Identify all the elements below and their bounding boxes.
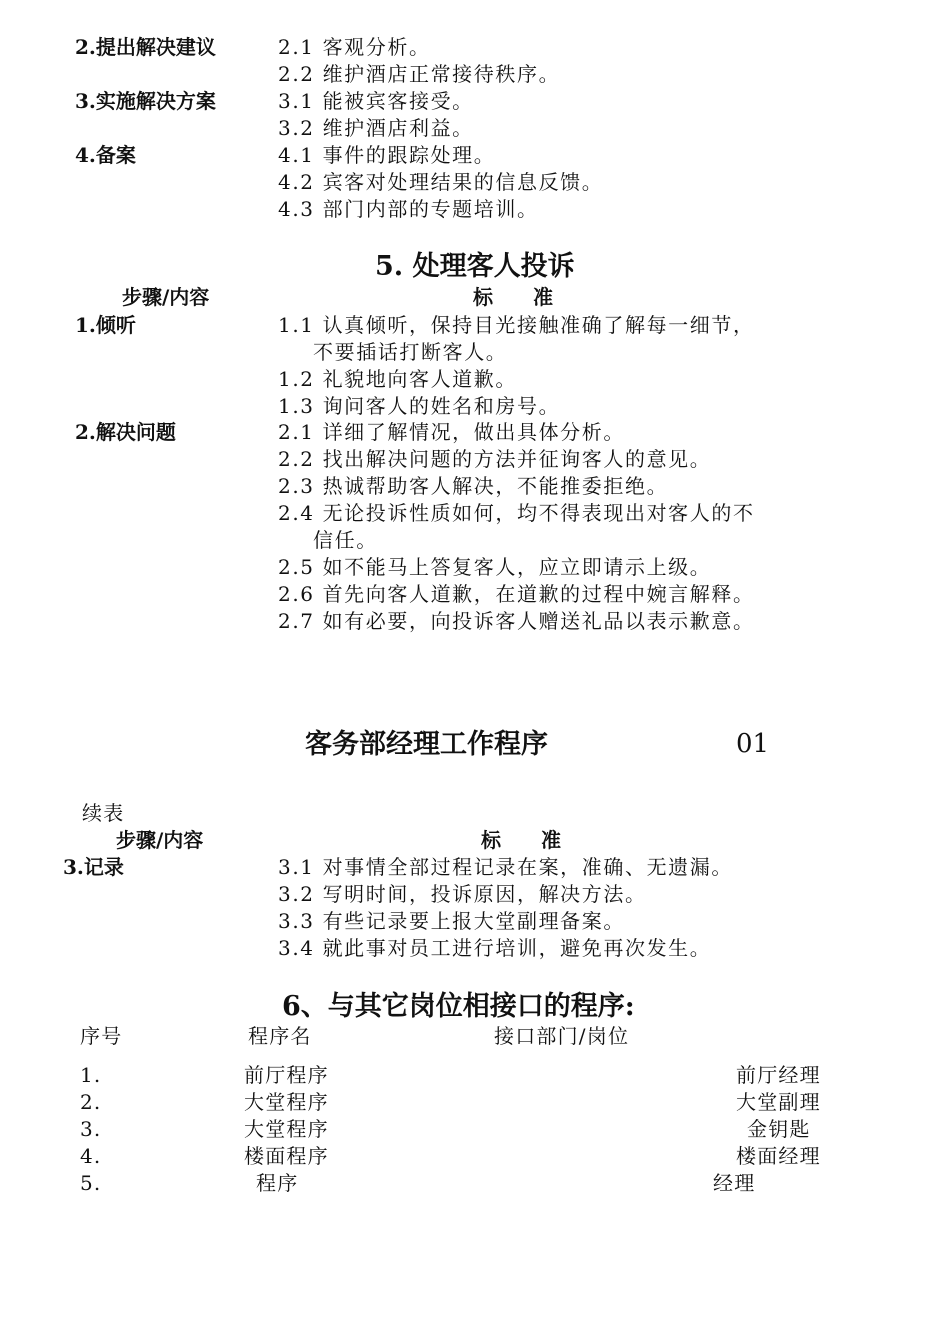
standard-item: 2.6 首先向客人道歉，在道歉的过程中婉言解释。 — [278, 582, 755, 606]
column-header-step: 步骤/内容 — [122, 285, 210, 309]
step-label: 2.提出解决建议 — [75, 35, 216, 59]
step-label: 4.备案 — [75, 143, 136, 167]
column-header-step: 步骤/内容 — [116, 828, 204, 852]
standard-item: 3.4 就此事对员工进行培训，避免再次发生。 — [278, 936, 712, 960]
standard-item: 2.1 客观分析。 — [278, 35, 431, 59]
interface-dept: 经理 — [713, 1171, 756, 1195]
standard-item: 3.2 写明时间，投诉原因，解决方法。 — [278, 882, 647, 906]
section-title: 5. 处理客人投诉 — [375, 251, 575, 282]
standard-item: 2.2 找出解决问题的方法并征询客人的意见。 — [278, 447, 712, 471]
row-number: 1. — [80, 1063, 102, 1087]
standard-item: 1.3 询问客人的姓名和房号。 — [278, 394, 561, 418]
standard-item: 3.1 能被宾客接受。 — [278, 89, 474, 113]
section-title: 6、与其它岗位相接口的程序: — [282, 991, 635, 1022]
interface-dept: 前厅经理 — [736, 1063, 821, 1087]
page-number: 01 — [736, 729, 770, 759]
procedure-name: 大堂程序 — [244, 1117, 329, 1141]
row-number: 5. — [80, 1171, 102, 1195]
standard-item: 4.2 宾客对处理结果的信息反馈。 — [278, 170, 604, 194]
standard-item: 4.3 部门内部的专题培训。 — [278, 197, 539, 221]
standard-item: 3.2 维护酒店利益。 — [278, 116, 474, 140]
standard-item: 2.7 如有必要，向投诉客人赠送礼品以表示歉意。 — [278, 609, 755, 633]
standard-item: 2.2 维护酒店正常接待秩序。 — [278, 62, 561, 86]
column-header-name: 程序名 — [248, 1024, 312, 1048]
row-number: 2. — [80, 1090, 102, 1114]
standard-item: 2.3 热诚帮助客人解决，不能推委拒绝。 — [278, 474, 669, 498]
standard-item: 信任。 — [313, 528, 378, 552]
step-label: 3.记录 — [63, 855, 124, 879]
interface-dept: 楼面经理 — [736, 1144, 821, 1168]
continued-label: 续表 — [82, 801, 125, 825]
standard-item: 1.2 礼貌地向客人道歉。 — [278, 367, 517, 391]
standard-item: 4.1 事件的跟踪处理。 — [278, 143, 496, 167]
column-header-num: 序号 — [80, 1024, 123, 1048]
step-label: 1.倾听 — [75, 313, 136, 337]
interface-dept: 大堂副理 — [736, 1090, 821, 1114]
row-number: 4. — [80, 1144, 102, 1168]
procedure-name: 大堂程序 — [244, 1090, 329, 1114]
procedure-name: 楼面程序 — [244, 1144, 329, 1168]
column-header-standard: 标 准 — [481, 828, 561, 852]
standard-item: 不要插话打断客人。 — [313, 340, 508, 364]
standard-item: 2.4 无论投诉性质如何，均不得表现出对客人的不 — [278, 501, 755, 525]
procedure-name: 程序 — [256, 1171, 299, 1195]
column-header-dept: 接口部门/岗位 — [494, 1024, 630, 1048]
page-title: 客务部经理工作程序 — [305, 729, 548, 760]
step-label: 3.实施解决方案 — [75, 89, 216, 113]
interface-dept: 金钥匙 — [747, 1117, 811, 1141]
standard-item: 2.1 详细了解情况，做出具体分析。 — [278, 420, 625, 444]
step-label: 2.解决问题 — [75, 420, 176, 444]
standard-item: 1.1 认真倾听，保持目光接触准确了解每一细节， — [278, 313, 755, 337]
standard-item: 2.5 如不能马上答复客人，应立即请示上级。 — [278, 555, 712, 579]
column-header-standard: 标 准 — [473, 285, 553, 309]
standard-item: 3.3 有些记录要上报大堂副理备案。 — [278, 909, 625, 933]
procedure-name: 前厅程序 — [244, 1063, 329, 1087]
standard-item: 3.1 对事情全部过程记录在案，准确、无遗漏。 — [278, 855, 733, 879]
row-number: 3. — [80, 1117, 102, 1141]
